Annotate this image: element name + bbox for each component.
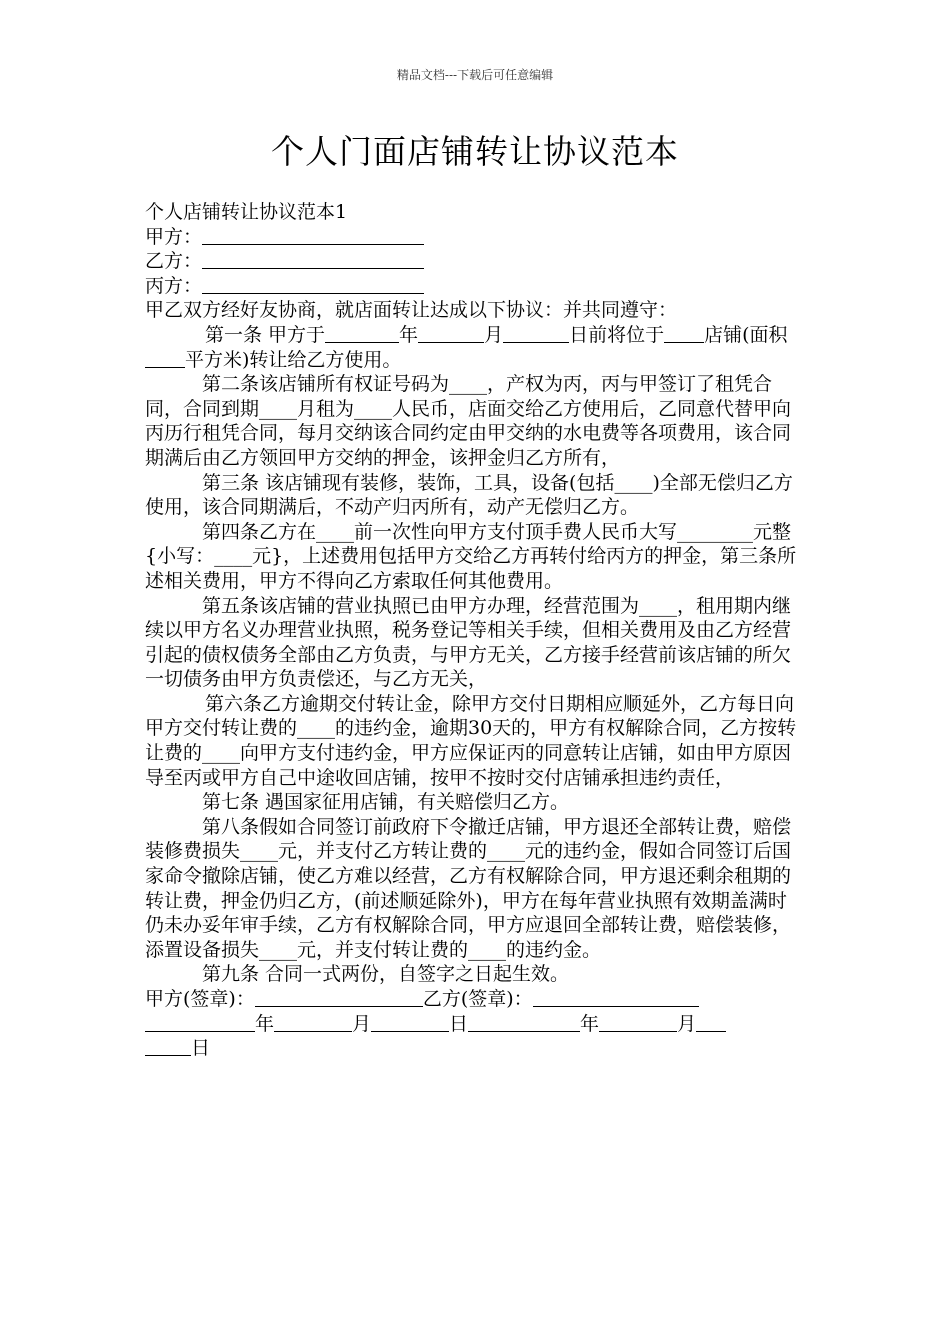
- article-2: 第二条该店铺所有权证号码为____，产权为丙，丙与甲签订了租凭合同，合同到期____月租为____人民币，店面交给乙方使用后，乙同意代替甲向丙历行租凭合同，每月交纳该合同约定由甲交纳的水电费等各项费用，该合同期满后由乙方领回甲方交纳的押金，该押金归乙方所有，: [145, 373, 792, 469]
- date-yi-year-blank: [468, 1013, 580, 1032]
- article-1-text-c: 月: [484, 323, 504, 346]
- date-jia-day-label: 日: [449, 1012, 469, 1035]
- article-1-blank-location: [664, 324, 704, 343]
- signature-jia-blank: [255, 988, 423, 1007]
- document-body: [145, 200, 805, 1061]
- date-line: [145, 1012, 805, 1037]
- article-1-blank-area: [145, 349, 185, 368]
- date-yi-month-blank: [599, 1013, 677, 1032]
- party-jia-line: [145, 225, 805, 250]
- date-yi-day-label: 日: [191, 1037, 211, 1060]
- party-bing-line: [145, 274, 805, 299]
- article-7: 第七条 遇国家征用店铺，有关赔偿归乙方。: [202, 791, 570, 814]
- party-bing-blank: [202, 275, 424, 294]
- article-1-blank-month: [418, 324, 484, 343]
- article-1-text-d: 日前将位于: [569, 323, 665, 346]
- subtitle: 个人店铺转让协议范本1: [145, 201, 348, 223]
- article-4: 第四条乙方在____前一次性向甲方支付顶手费人民币大写________元整{小写：____元}，上述费用包括甲方交给乙方再转付给丙方的押金，第三条所述相关费用，甲方不得向乙方索取任何其他费用。: [145, 520, 797, 592]
- date-jia-month-blank: [274, 1013, 352, 1032]
- date-yi-month-label: 月: [677, 1012, 697, 1035]
- article-9: 第九条 合同一式两份，自签字之日起生效。: [202, 963, 570, 986]
- article-3: 第三条 该店铺现有装修，装饰，工具，设备(包括____)全部无偿归乙方使用，该合同期满后，不动产归丙所有，动产无偿归乙方。: [145, 471, 793, 519]
- page-header-note: 精品文档---下载后可任意编辑: [396, 68, 554, 82]
- signature-line: [145, 987, 805, 1012]
- article-1-text-e: 店: [704, 323, 724, 346]
- article-5: 第五条该店铺的营业执照已由甲方办理，经营范围为____，租用期内继续以甲方名义办理营业执照，税务登记等相关手续，但相关费用及由乙方经营引起的债权债务全部由乙方负责，与甲方无关，乙方接手经营前该店铺的所欠一切债务由甲方负责偿还，与乙方无关，: [145, 594, 792, 691]
- article-1-text-b: 年: [399, 323, 419, 346]
- date-line-continued: [145, 1036, 805, 1061]
- date-yi-day-blank-a: [696, 1013, 726, 1032]
- document-title: 个人门面店铺转让协议范本: [271, 132, 679, 171]
- article-6: 第六条乙方逾期交付转让金，除甲方交付日期相应顺延外，乙方每日向甲方交付转让费的____的违约金，逾期30天的，甲方有权解除合同，乙方按转让费的____向甲方支付违约金，甲方应保证丙的同意转让店铺，如由甲方原因导至丙或甲方自己中途收回店铺，按甲不按时交付店铺承担违约责任，: [145, 692, 797, 789]
- date-yi-day-blank-b: [145, 1037, 191, 1056]
- party-yi-label: 乙方：: [145, 250, 203, 273]
- article-8: 第八条假如合同签订前政府下令撤迁店铺，甲方退还全部转让费，赔偿装修费损失____元，并支付乙方转让费的____元的违约金，假如合同签订后国家命令撤除店铺，使乙方难以经营，乙方有权解除合同，甲方退还剩余租期的转让费，押金仍归乙方，(前述顺延除外)，甲方在每年营业执照有效期盖满时仍未办妥年审手续，乙方有权解除合同，甲方应退回全部转让费，赔偿装修，添置设备损失____元，并支付转让费的____的违约金。: [145, 815, 792, 961]
- signature-yi-blank: [533, 988, 699, 1007]
- date-jia-month-label: 月: [352, 1012, 372, 1035]
- article-1-blank-day: [503, 324, 569, 343]
- party-jia-label: 甲方：: [145, 225, 203, 248]
- date-yi-year-label: 年: [580, 1012, 600, 1035]
- party-yi-blank: [202, 250, 424, 269]
- signature-jia-label: 甲方(签章)：: [145, 988, 255, 1010]
- article-1-blank-year: [325, 324, 399, 343]
- party-yi-line: [145, 249, 805, 274]
- party-bing-label: 丙方：: [145, 274, 203, 297]
- article-1-text-a: 第一条 甲方于: [205, 323, 326, 346]
- article-1: [145, 323, 805, 372]
- intro-paragraph: 甲乙双方经好友协商，就店面转让达成以下协议：并共同遵守：: [145, 299, 678, 322]
- date-jia-year-blank: [145, 1013, 255, 1032]
- date-jia-day-blank: [371, 1013, 449, 1032]
- signature-yi-label: 乙方(签章)：: [422, 988, 533, 1010]
- date-jia-year-label: 年: [255, 1012, 275, 1035]
- article-1-text-f: 铺(面积: [723, 323, 788, 346]
- article-1-text-g: 平方米)转让给乙方使用。: [185, 348, 402, 371]
- party-jia-blank: [202, 226, 424, 245]
